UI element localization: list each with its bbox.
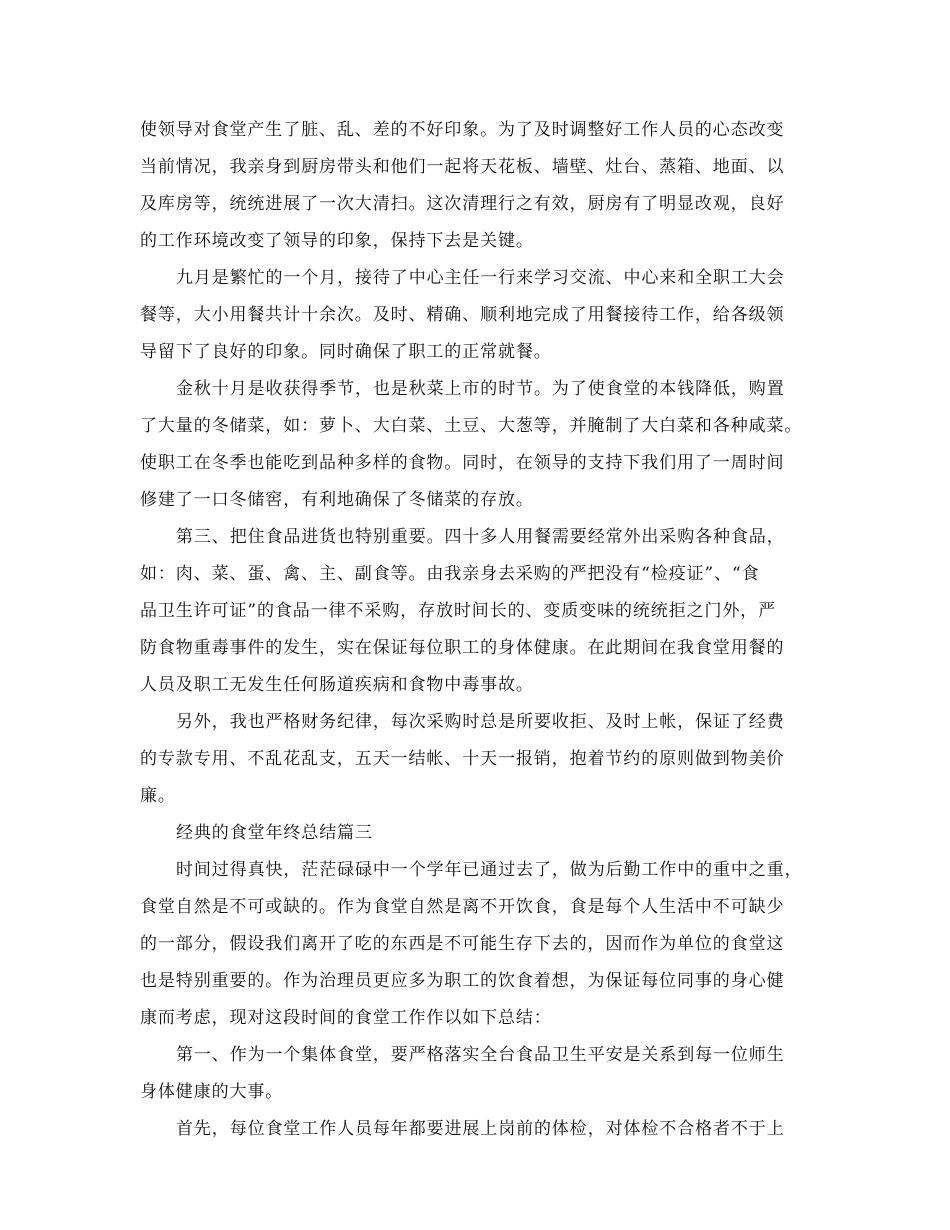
text-line: 的工作环境改变了领导的印象，保持下去是关键。 <box>140 231 534 251</box>
text-line: 时间过得真快，茫茫碌碌中一个学年已通过去了，做为后勤工作中的重中之重， <box>176 860 803 880</box>
text-line: 另外，我也严格财务纪律，每次采购时总是所要收拒、及时上帐，保证了经费 <box>176 712 785 732</box>
text-line: 如：肉、菜、蛋、禽、主、副食等。由我亲身去采购的严把没有“检疫证”、“食 <box>140 564 760 584</box>
text-line: 经典的食堂年终总结篇三 <box>176 823 373 843</box>
text-line: 防食物重毒事件的发生，实在保证每位职工的身体健康。在此期间在我食堂用餐的 <box>140 638 785 658</box>
text-line: 廉。 <box>140 786 176 806</box>
text-line: 使领导对食堂产生了脏、乱、差的不好印象。为了及时调整好工作人员的心态改变 <box>140 120 785 140</box>
text-line: 餐等，大小用餐共计十余次。及时、精确、顺利地完成了用餐接待工作，给各级领 <box>140 305 785 325</box>
text-line: 的一部分，假设我们离开了吃的东西是不可能生存下去的，因而作为单位的食堂这 <box>140 934 785 954</box>
text-line: 修建了一口冬储窖，有利地确保了冬储菜的存放。 <box>140 490 534 510</box>
text-line: 康而考虑，现对这段时间的食堂工作作以如下总结： <box>140 1008 552 1028</box>
text-line: 食堂自然是不可或缺的。作为食堂自然是离不开饮食，食是每个人生活中不可缺少 <box>140 897 785 917</box>
text-line: 第一、作为一个集体食堂，要严格落实全台食品卫生平安是关系到每一位师生 <box>176 1045 785 1065</box>
text-line: 及库房等，统统进展了一次大清扫。这次清理行之有效，厨房有了明显改观，良好 <box>140 194 785 214</box>
text-line: 导留下了良好的印象。同时确保了职工的正常就餐。 <box>140 342 552 362</box>
text-line: 第三、把住食品进货也特别重要。四十多人用餐需要经常外出采购各种食品， <box>176 527 785 547</box>
text-line: 金秋十月是收获得季节，也是秋菜上市的时节。为了使食堂的本钱降低，购置 <box>176 379 785 399</box>
document-body <box>140 112 812 1148</box>
text-line: 使职工在冬季也能吃到品种多样的食物。同时，在领导的支持下我们用了一周时间 <box>140 453 785 473</box>
text-line: 人员及职工无发生任何肠道疾病和食物中毒事故。 <box>140 675 534 695</box>
text-line: 了大量的冬储菜，如：萝卜、大白菜、土豆、大葱等，并腌制了大白菜和各种咸菜。 <box>140 416 803 436</box>
text-line: 首先，每位食堂工作人员每年都要进展上岗前的体检，对体检不合格者不于上 <box>176 1119 785 1139</box>
text-line: 的专款专用、不乱花乱支，五天一结帐、十天一报销，抱着节约的原则做到物美价 <box>140 749 785 769</box>
text-line: 九月是繁忙的一个月，接待了中心主任一行来学习交流、中心来和全职工大会 <box>176 268 785 288</box>
text-line: 身体健康的大事。 <box>140 1082 284 1102</box>
text-line: 也是特别重要的。作为治理员更应多为职工的饮食着想，为保证每位同事的身心健 <box>140 971 785 991</box>
text-line: 品卫生许可证”的食品一律不采购，存放时间长的、变质变味的统统拒之门外，严 <box>140 601 777 621</box>
text-line: 当前情况，我亲身到厨房带头和他们一起将天花板、墙壁、灶台、蒸箱、地面、以 <box>140 157 785 177</box>
